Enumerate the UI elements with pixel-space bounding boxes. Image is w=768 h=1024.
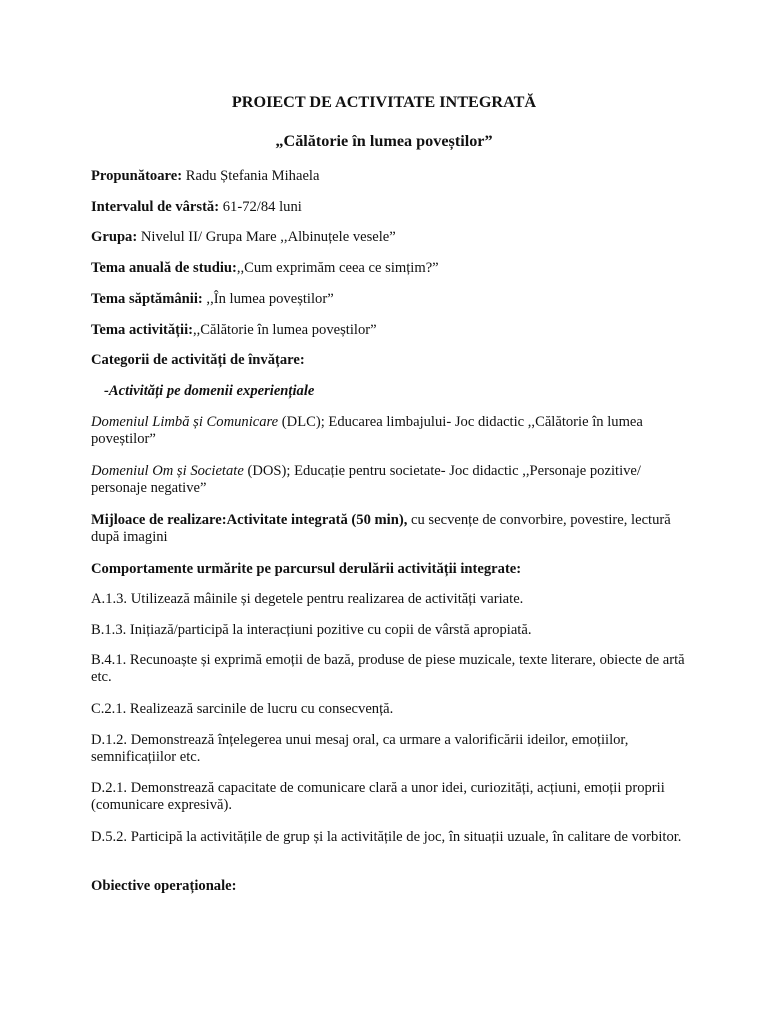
domain-text: (DOS); Educație pentru societate- Joc didactic ,,Personaje pozitive/ personaje negative” <box>91 463 641 496</box>
field-label: Mijloace de realizare: <box>91 512 227 528</box>
competence-item: B.4.1. Recunoaște și exprimă emoții de bază, produse de piese muzicale, texte literare, obiecte de artă etc. <box>91 652 685 685</box>
categorii-heading: Categorii de activități de învățare: <box>91 352 305 368</box>
competence-item: C.2.1. Realizează sarcinile de lucru cu consecvență. <box>91 701 394 717</box>
obiective-heading: Obiective operaționale: <box>91 878 237 894</box>
field-label: Propunătoare: <box>91 168 183 184</box>
document-subtitle: „Călătorie în lumea poveștilor” <box>275 132 493 150</box>
field-value: ,,Cum exprimăm ceea ce simțim?” <box>236 260 439 276</box>
field-tema-saptamanii <box>91 291 691 308</box>
document-title: PROIECT DE ACTIVITATE INTEGRATĂ <box>231 93 537 111</box>
field-label: Tema activității: <box>91 322 193 338</box>
field-grupa <box>91 229 691 246</box>
field-tema-activitatii <box>91 322 691 339</box>
field-label: Tema săptămânii: <box>91 291 203 307</box>
field-label: Tema anuală de studiu: <box>91 260 237 276</box>
field-propunatoare <box>91 168 691 185</box>
competence-item: A.1.3. Utilizează mâinile și degetele pentru realizarea de activități variate. <box>91 591 524 607</box>
competence-item: B.1.3. Inițiază/participă la interacțiuni pozitive cu copii de vârstă apropiată. <box>91 622 532 638</box>
domain-name: Domeniul Limbă și Comunicare <box>91 414 279 430</box>
competence-item: D.2.1. Demonstrează capacitate de comunicare clară a unor idei, curiozități, acțiuni, emoții proprii (comunicare expresivă). <box>91 780 665 813</box>
section-experiential: -Activități pe domenii experiențiale <box>104 383 315 399</box>
field-mijloace <box>91 512 691 546</box>
field-value: ,,Călătorie în lumea poveștilor” <box>193 322 377 338</box>
competence-item: D.1.2. Demonstrează înțelegerea unui mesaj oral, ca urmare a valorificării ideilor, emoțiilor, semnificațiilor etc. <box>91 732 629 765</box>
domain-dos <box>91 463 691 497</box>
field-value: Radu Ștefania Mihaela <box>182 168 320 184</box>
field-value: 61-72/84 luni <box>219 199 302 215</box>
field-value: cu secvențe de convorbire, povestire, lectură după imagini <box>91 512 671 545</box>
field-interval <box>91 199 691 216</box>
field-label: Intervalul de vârstă: <box>91 199 220 215</box>
domain-text: (DLC); Educarea limbajului- Joc didactic ,,Călătorie în lumea poveștilor” <box>91 414 643 447</box>
domain-dlc <box>91 414 691 448</box>
field-tema-anuala <box>91 260 691 277</box>
field-value: Nivelul II/ Grupa Mare ,,Albinuțele vesele” <box>137 229 396 245</box>
field-bold-value: Activitate integrată (50 min), <box>226 512 408 528</box>
domain-name: Domeniul Om și Societate <box>91 463 244 479</box>
competence-item: D.5.2. Participă la activitățile de grup și la activitățile de joc, în situații uzuale, în calitare de vorbitor. <box>91 829 682 845</box>
comportamente-heading: Comportamente urmărite pe parcursul derulării activității integrate: <box>91 561 522 577</box>
field-value: ,,În lumea poveștilor” <box>202 291 334 307</box>
field-label: Grupa: <box>91 229 138 245</box>
